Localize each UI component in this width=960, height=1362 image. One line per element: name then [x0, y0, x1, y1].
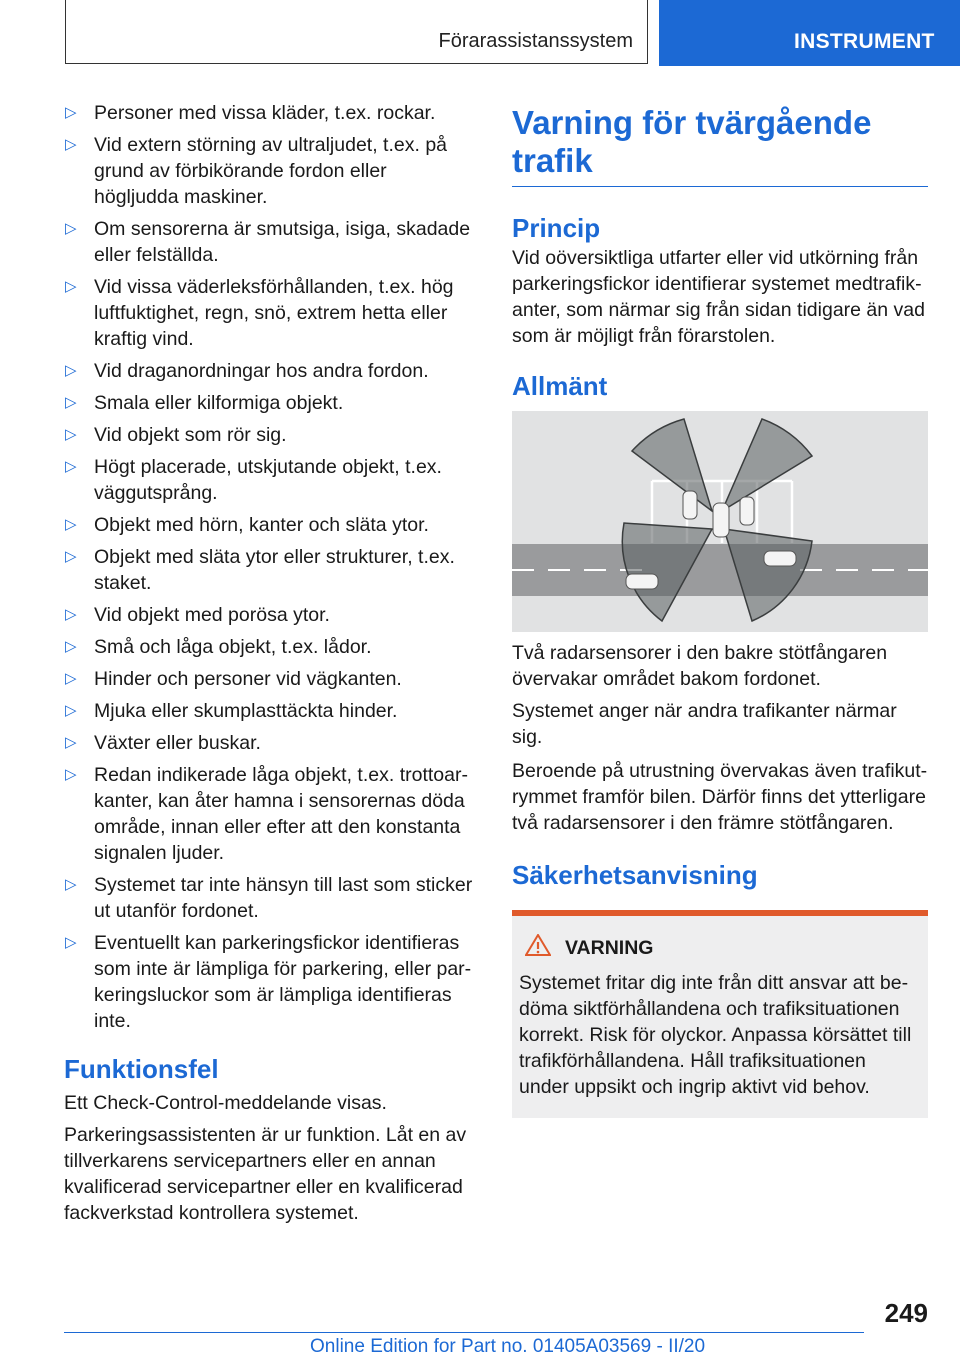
list-item-text: Mjuka eller skumplasttäckta hinder.: [94, 700, 398, 722]
list-item: [64, 730, 476, 756]
bullet-triangle-icon: ▷: [65, 104, 77, 121]
list-item-text: Objekt med släta ytor eller strukturer, t.ex. staket.: [94, 546, 455, 594]
bullet-triangle-icon: ▷: [65, 606, 77, 623]
bullet-triangle-icon: ▷: [65, 934, 77, 951]
cross-traffic-illustration: [512, 411, 928, 632]
list-item: [64, 274, 476, 352]
list-item-text: Systemet tar inte hänsyn till last som sticker ut utanför fordonet.: [94, 874, 473, 922]
bullet-triangle-icon: ▷: [65, 548, 77, 565]
bullet-triangle-icon: ▷: [65, 458, 77, 475]
malfunction-text-1: Ett Check-Control-meddelande visas.: [64, 1092, 387, 1114]
list-item-text: Hinder och personer vid vägkanten.: [94, 668, 402, 690]
list-item-text: Personer med vissa kläder, t.ex. rockar.: [94, 102, 436, 124]
list-item: [64, 132, 476, 210]
bullet-triangle-icon: ▷: [65, 394, 77, 411]
list-item: [64, 454, 476, 506]
bullet-triangle-icon: ▷: [65, 702, 77, 719]
bullet-triangle-icon: ▷: [65, 136, 77, 153]
list-item-text: Redan indikerade låga objekt, t.ex. trottoarkanter, kan åter hamna i sensorernas döda område, innan eller efter att den konstanta signalen ljuder.: [94, 764, 468, 864]
warning-triangle-icon: [525, 934, 551, 962]
list-item: [64, 422, 476, 448]
list-item: [64, 698, 476, 724]
list-item: [64, 390, 476, 416]
bullet-triangle-icon: ▷: [65, 426, 77, 443]
radar-coverage-diagram: [512, 411, 928, 632]
safety-heading: Säkerhetsanvisning: [512, 860, 758, 890]
list-item: [64, 100, 476, 126]
general-text-2: Systemet anger när andra trafikanter närmar sig.: [512, 700, 897, 748]
list-item: [64, 358, 476, 384]
bullet-triangle-icon: ▷: [65, 734, 77, 751]
edition-note: Online Edition for Part no. 01405A03569 - II/20: [310, 1336, 706, 1357]
list-item-text: Vid vissa väderleksförhållanden, t.ex. hög luftfuktighet, regn, snö, extrem hetta eller kraftig vind.: [94, 276, 454, 350]
list-item: [64, 544, 476, 596]
bullet-triangle-icon: ▷: [65, 516, 77, 533]
list-item-text: Objekt med hörn, kanter och släta ytor.: [94, 514, 429, 536]
header-box: [65, 0, 648, 64]
bullet-triangle-icon: ▷: [65, 670, 77, 687]
list-item: [64, 602, 476, 628]
list-item-text: Vid objekt med porösa ytor.: [94, 604, 330, 626]
section-title: Förarassistanssystem: [438, 30, 633, 52]
list-item-text: Små och låga objekt, t.ex. lådor.: [94, 636, 372, 658]
list-item-text: Om sensorerna är smutsiga, isiga, skadade eller felställda.: [94, 218, 471, 266]
list-item-text: Smala eller kilformiga objekt.: [94, 392, 344, 414]
general-text-1: Två radarsensorer i den bakre stötfångaren övervakar området bakom fordonet.: [512, 642, 888, 690]
list-item: [64, 512, 476, 538]
general-text-3: Beroende på utrustning övervakas även trafikutrymmet framför bilen. Därför finns det ytterligare två radarsensorer i den främre stötfångaren.: [512, 760, 928, 834]
list-item-text: Vid draganordningar hos andra fordon.: [94, 360, 429, 382]
general-heading: Allmänt: [512, 371, 608, 401]
warning-header: [519, 934, 920, 962]
list-item-text: Vid extern störning av ultraljudet, t.ex. på grund av förbikörande fordon eller högljudda maskiner.: [94, 134, 448, 208]
limitations-list: [64, 100, 476, 1034]
list-item-text: Eventuellt kan parkeringsfickor identifieras som inte är lämpliga för parkering, eller parkeringsluckor som är lämpliga identifieras inte.: [94, 932, 472, 1032]
malfunction-heading: Funktionsfel: [64, 1054, 219, 1084]
section-heading: Varning för tvärgående trafik: [512, 104, 928, 187]
list-item: [64, 762, 476, 866]
page-number: 249: [884, 1298, 928, 1328]
list-item: [64, 930, 476, 1034]
warning-text: Systemet fritar dig inte från ditt ansvar att bedöma siktförhållandena och trafiksituationen korrekt. Risk för olyckor. Anpassa körsättet till trafikförhållandena. Håll trafiksituationen under uppsikt och ingrip aktivt vid behov.: [519, 972, 912, 1098]
bullet-triangle-icon: ▷: [65, 876, 77, 893]
malfunction-text-2: Parkeringsassistenten är ur funktion. Låt en av tillverkarens servicepartners eller en annan kvalificerad servicepartner eller en kvalificerad fackverkstad kontrollera systemet.: [64, 1124, 467, 1224]
chapter-tab: INSTRUMENT: [659, 0, 960, 66]
principle-heading: Princip: [512, 213, 601, 243]
right-column: [512, 104, 928, 1118]
bullet-triangle-icon: ▷: [65, 278, 77, 295]
bullet-triangle-icon: ▷: [65, 766, 77, 783]
bullet-triangle-icon: ▷: [65, 220, 77, 237]
list-item-text: Växter eller buskar.: [94, 732, 261, 754]
list-item-text: Vid objekt som rör sig.: [94, 424, 287, 446]
bullet-triangle-icon: ▷: [65, 362, 77, 379]
list-item: [64, 666, 476, 692]
warning-box: [512, 910, 928, 1118]
principle-text: Vid oöversiktliga utfarter eller vid utkörning från parkeringsfickor identifierar systemet medtrafikanter, som närmar sig från sidan tidigare än vad som är möjligt från förarstolen.: [512, 247, 925, 347]
list-item: [64, 872, 476, 924]
left-column: [64, 100, 476, 1226]
warning-label: VARNING: [565, 936, 654, 959]
list-item-text: Högt placerade, utskjutande objekt, t.ex. väggutsprång.: [94, 456, 442, 504]
footer-rule: [64, 1332, 864, 1333]
bullet-triangle-icon: ▷: [65, 638, 77, 655]
list-item: [64, 634, 476, 660]
list-item: [64, 216, 476, 268]
